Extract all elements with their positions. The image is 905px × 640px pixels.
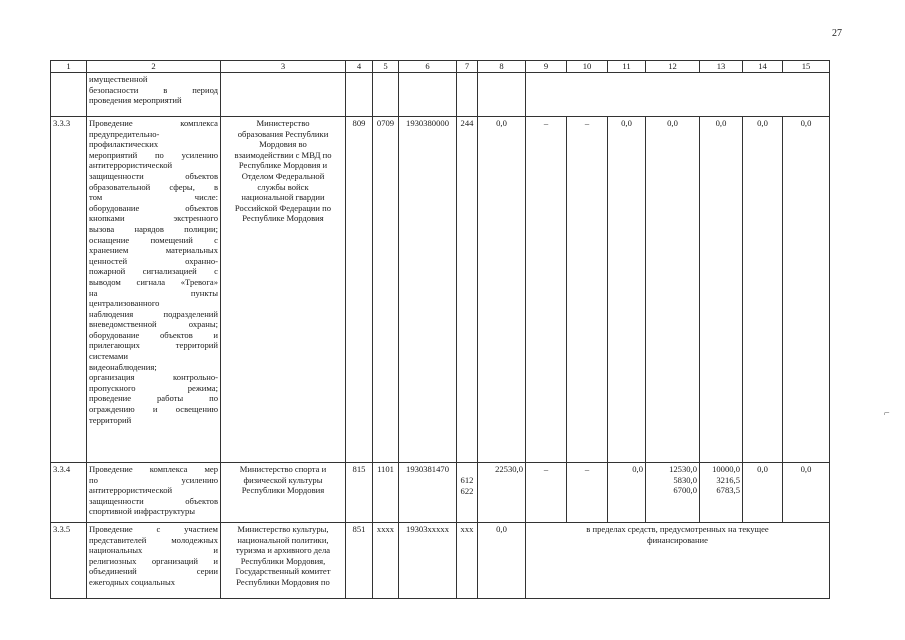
margin-mark: ⌐ bbox=[884, 408, 890, 419]
text-line: системами bbox=[89, 351, 129, 362]
text-line: Республики Мордовия, bbox=[240, 555, 326, 566]
header-cell: 1 bbox=[51, 61, 87, 73]
text-line: физической культуры bbox=[243, 474, 323, 485]
cell-c7: 244 bbox=[457, 117, 478, 463]
text-line: на пункты bbox=[89, 287, 218, 298]
cell-c12: 12530,0 5830,0 6700,0 bbox=[646, 463, 700, 523]
text-line: взаимодействии с МВД по bbox=[234, 149, 332, 160]
text-line: том числе: bbox=[89, 192, 218, 203]
cell-c12: 0,0 bbox=[646, 117, 700, 463]
measure-name bbox=[87, 523, 221, 599]
executor bbox=[221, 73, 346, 117]
text-line: антитеррористической bbox=[89, 485, 173, 496]
cell-c15: 0,0 bbox=[783, 117, 830, 463]
text-line: оборудование объектов bbox=[89, 202, 218, 213]
text-line: мероприятий по усилению bbox=[89, 149, 218, 160]
text-line: спортивной инфраструктуры bbox=[89, 506, 196, 517]
cell-c14: 0,0 bbox=[743, 463, 783, 523]
text-line: кнопками экстренного bbox=[89, 213, 218, 224]
cell-c15: 0,0 bbox=[783, 463, 830, 523]
text-line: хранением материальных bbox=[89, 245, 218, 256]
text-line: туризма и архивного дела bbox=[235, 545, 331, 556]
header-cell: 4 bbox=[346, 61, 373, 73]
header-cell: 15 bbox=[783, 61, 830, 73]
cell-c11: 0,0 bbox=[608, 463, 646, 523]
table-row bbox=[51, 73, 830, 117]
header-cell: 14 bbox=[743, 61, 783, 73]
text-line: защищенности объектов bbox=[89, 170, 218, 181]
text-line: ценностей охранно- bbox=[89, 255, 218, 266]
text-line: проведение работы по bbox=[89, 393, 218, 404]
cell-c5: 1101 bbox=[373, 463, 399, 523]
text-line: объединений серии bbox=[89, 566, 218, 577]
text-line: представителей молодежных bbox=[89, 534, 218, 545]
text-line: образования Республики bbox=[237, 128, 329, 139]
cell-c6: 1930380000 bbox=[399, 117, 457, 463]
text-line: прилегающих территорий bbox=[89, 340, 218, 351]
row-id: 3.3.4 bbox=[51, 463, 87, 523]
cell-c8: 0,0 bbox=[478, 523, 526, 599]
header-cell: 13 bbox=[700, 61, 743, 73]
header-cell: 11 bbox=[608, 61, 646, 73]
text-line: Проведение комплекса bbox=[89, 118, 218, 128]
table-row bbox=[51, 463, 830, 523]
cell-c7: ххх bbox=[457, 523, 478, 599]
header-cell: 10 bbox=[567, 61, 608, 73]
text-line: вневедомственной охраны; bbox=[89, 319, 218, 330]
cell-c5: 0709 bbox=[373, 117, 399, 463]
cell-c4: 851 bbox=[346, 523, 373, 599]
header-cell: 8 bbox=[478, 61, 526, 73]
text-line: Проведение комплекса мер bbox=[89, 464, 218, 474]
text-line: Мордовия во bbox=[259, 139, 307, 150]
text-line: Республики Мордовия bbox=[241, 485, 325, 496]
text-line: предупредительно- bbox=[89, 128, 160, 139]
text-line: защищенности объектов bbox=[89, 495, 218, 506]
text-line: Республике Мордовия и bbox=[238, 160, 328, 171]
cell-c11: 0,0 bbox=[608, 117, 646, 463]
text-line: национальной политики, bbox=[237, 534, 329, 545]
cell-c6: 19303ххххх bbox=[399, 523, 457, 599]
text-line: ежегодных социальных bbox=[89, 576, 176, 587]
text-line: организация контрольно- bbox=[89, 372, 218, 383]
text-line: Государственный комитет bbox=[235, 566, 331, 577]
cell-c9: – bbox=[526, 117, 567, 463]
text-line: территорий bbox=[89, 414, 132, 425]
cell-c4: 815 bbox=[346, 463, 373, 523]
cell-c8: 0,0 bbox=[478, 117, 526, 463]
cell-c5: хххх bbox=[373, 523, 399, 599]
budget-table bbox=[50, 60, 830, 599]
header-cell: 5 bbox=[373, 61, 399, 73]
text-line: религиозных организаций и bbox=[89, 555, 218, 566]
cell-c10: – bbox=[567, 463, 608, 523]
cell-c9: – bbox=[526, 463, 567, 523]
text-line: Республики Мордовия по bbox=[236, 576, 330, 587]
measure-name: имущественной безопасности в период проведения мероприятий bbox=[87, 73, 221, 117]
header-row bbox=[51, 61, 830, 73]
header-cell: 7 bbox=[457, 61, 478, 73]
executor bbox=[221, 523, 346, 599]
text-line: службы войск bbox=[257, 181, 309, 192]
text-line: Министерство спорта и bbox=[239, 464, 327, 474]
funding-note: в пределах средств, предусмотренных на текущее финансирование bbox=[526, 523, 830, 599]
cell-c13: 0,0 bbox=[700, 117, 743, 463]
text-line: национальной гвардии bbox=[241, 192, 325, 203]
text-line: видеонаблюдения; bbox=[89, 361, 157, 372]
text-line: по усилению bbox=[89, 474, 218, 485]
cell-c8: 22530,0 bbox=[478, 463, 526, 523]
text-line: ограждению и освещению bbox=[89, 404, 218, 415]
cell-c7: 612 622 bbox=[457, 463, 478, 523]
header-cell: 6 bbox=[399, 61, 457, 73]
text-line: централизованного bbox=[89, 298, 160, 309]
text-line: наблюдения подразделений bbox=[89, 308, 218, 319]
cell-c10: – bbox=[567, 117, 608, 463]
cell-c6: 1930381470 bbox=[399, 463, 457, 523]
text-line: выводом сигнала «Тревога» bbox=[89, 276, 218, 287]
text-line: Российской Федерации по bbox=[234, 202, 332, 213]
text-line: Отделом Федеральной bbox=[241, 170, 325, 181]
text-line: пожарной сигнализацией с bbox=[89, 266, 218, 277]
row-id: 3.3.3 bbox=[51, 117, 87, 463]
executor bbox=[221, 463, 346, 523]
text-line: Министерство культуры, bbox=[237, 524, 329, 534]
text-line: пропускного режима; bbox=[89, 382, 218, 393]
measure-name bbox=[87, 463, 221, 523]
text-line: Министерство bbox=[256, 118, 310, 128]
header-cell: 9 bbox=[526, 61, 567, 73]
cell-c14: 0,0 bbox=[743, 117, 783, 463]
text-line: вызова нарядов полиции; bbox=[89, 223, 218, 234]
header-cell: 12 bbox=[646, 61, 700, 73]
table-row bbox=[51, 523, 830, 599]
measure-name bbox=[87, 117, 221, 463]
cell-c4: 809 bbox=[346, 117, 373, 463]
header-cell: 2 bbox=[87, 61, 221, 73]
text-line: антитеррористической bbox=[89, 160, 173, 171]
table-row bbox=[51, 117, 830, 463]
row-id bbox=[51, 73, 87, 117]
text-line: Проведение с участием bbox=[89, 524, 218, 534]
text-line: оснащение помещений с bbox=[89, 234, 218, 245]
row-id: 3.3.5 bbox=[51, 523, 87, 599]
executor bbox=[221, 117, 346, 463]
cell-c13: 10000,0 3216,5 6783,5 bbox=[700, 463, 743, 523]
header-cell: 3 bbox=[221, 61, 346, 73]
text-line: образовательной сферы, в bbox=[89, 181, 218, 192]
text-line: профилактических bbox=[89, 139, 159, 150]
text-line: Республике Мордовия bbox=[242, 213, 324, 224]
page-number: 27 bbox=[832, 28, 842, 39]
text-line: оборудование объектов и bbox=[89, 329, 218, 340]
text-line: национальных и bbox=[89, 545, 218, 556]
